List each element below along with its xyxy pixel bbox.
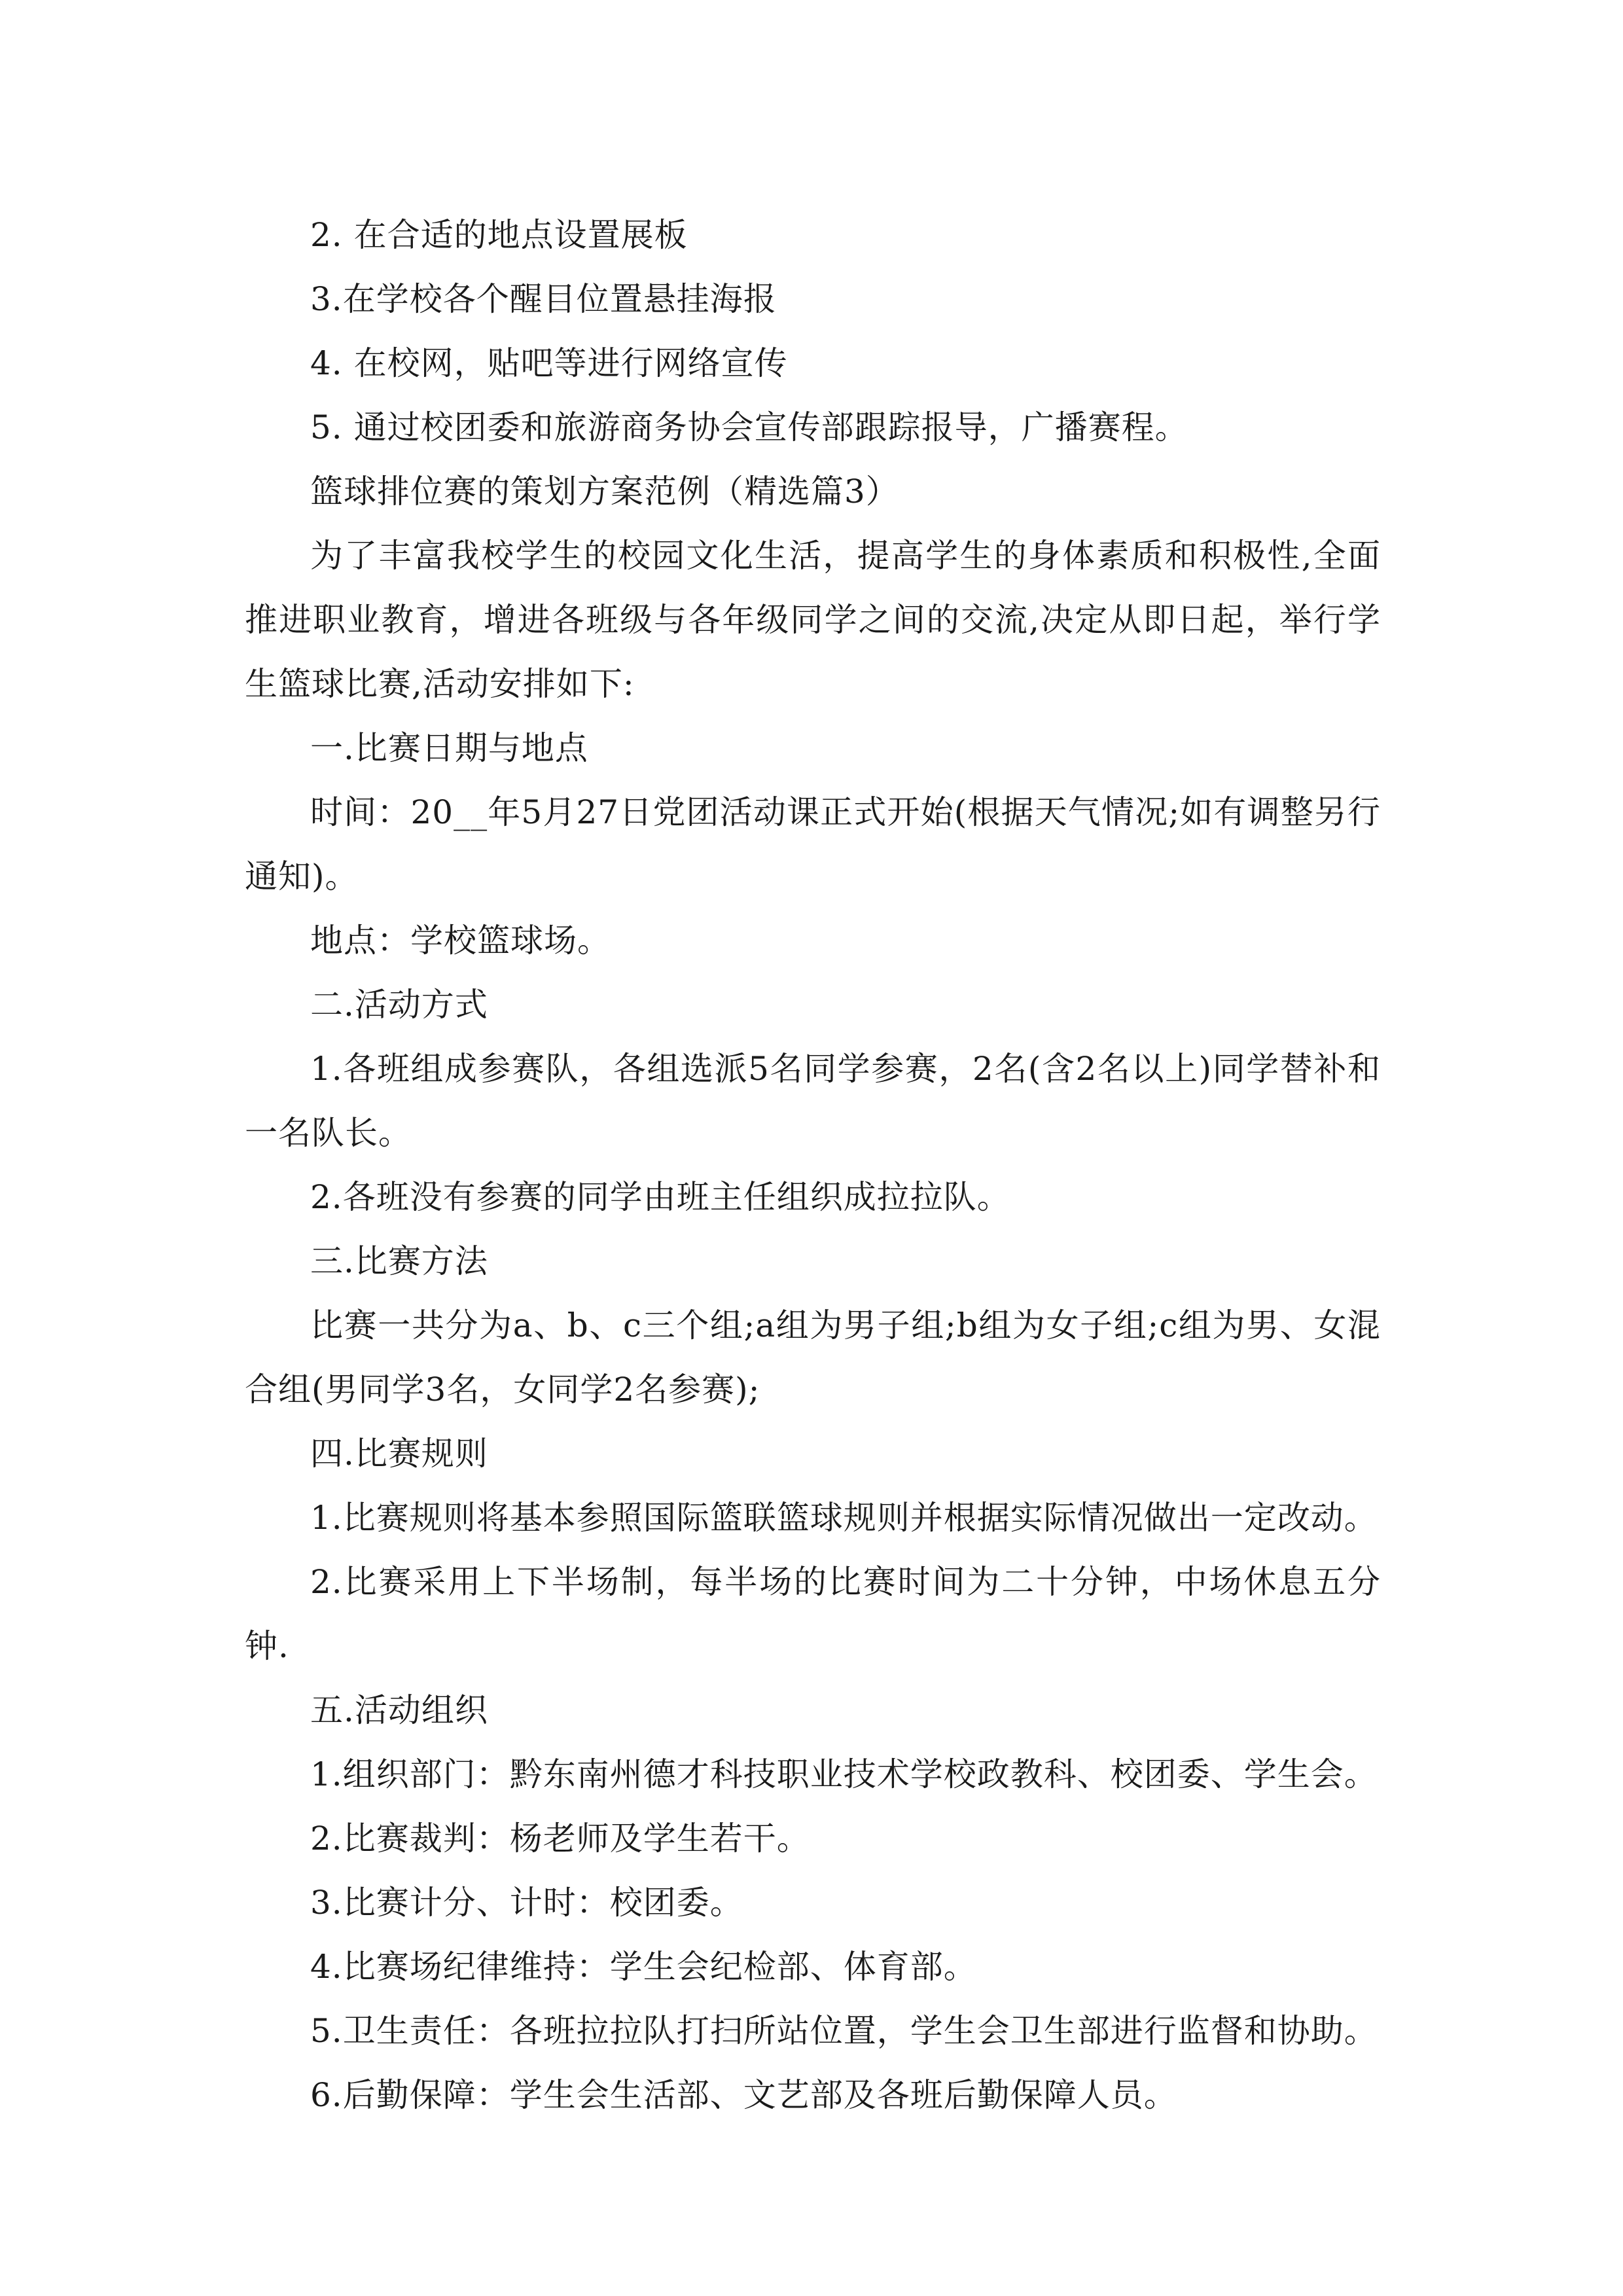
organization-item-1: 1.组织部门：黔东南州德才科技职业技术学校政教科、校团委、学生会。: [310, 1755, 1378, 1793]
organization-item-6: 6.后勤保障：学生会生活部、文艺部及各班后勤保障人员。: [310, 2076, 1177, 2114]
method-item-1: 1.各班组成参赛队，各组选派5名同学参赛，2名(含2名以上)同学替补和一名队长。: [245, 1050, 1381, 1152]
method-item-2: 2.各班没有参赛的同学由班主任组织成拉拉队。: [310, 1178, 1010, 1216]
heading-activity-method: 二.活动方式: [310, 986, 488, 1024]
rules-item-2: 2.比赛采用上下半场制，每半场的比赛时间为二十分钟，中场休息五分钟.: [245, 1563, 1381, 1665]
organization-item-3: 3.比赛计分、计时：校团委。: [310, 1884, 743, 1922]
heading-competition-format: 三.比赛方法: [310, 1242, 488, 1280]
heading-organization: 五.活动组织: [310, 1691, 488, 1729]
rules-item-1: 1.比赛规则将基本参照国际篮联篮球规则并根据实际情况做出一定改动。: [310, 1499, 1378, 1537]
format-paragraph: 比赛一共分为a、b、c三个组;a组为男子组;b组为女子组;c组为男、女混合组(男同学3名，女同学2名参赛);: [245, 1306, 1381, 1408]
location-paragraph: 地点：学校篮球场。: [310, 922, 611, 960]
paragraph-3: 4. 在校网，贴吧等进行网络宣传: [310, 344, 788, 382]
organization-item-2: 2.比赛裁判：杨老师及学生若干。: [310, 1820, 810, 1857]
heading-rules: 四.比赛规则: [310, 1435, 488, 1473]
organization-item-5: 5.卫生责任：各班拉拉队打扫所站位置，学生会卫生部进行监督和协助。: [310, 2012, 1378, 2050]
paragraph-4: 5. 通过校团委和旅游商务协会宣传部跟踪报导，广播赛程。: [310, 408, 1188, 446]
organization-item-4: 4.比赛场纪律维持：学生会纪检部、体育部。: [310, 1948, 977, 1986]
time-paragraph: 时间：20__年5月27日党团活动课正式开始(根据天气情况;如有调整另行通知)。: [245, 793, 1381, 895]
paragraph-1: 2. 在合适的地点设置展板: [310, 216, 688, 254]
heading-date-location: 一.比赛日期与地点: [310, 729, 588, 767]
intro-paragraph: 为了丰富我校学生的校园文化生活，提高学生的身体素质和积极性,全面推进职业教育，增进各班级与各年级同学之间的交流,决定从即日起，举行学生篮球比赛,活动安排如下:: [245, 537, 1381, 703]
paragraph-2: 3.在学校各个醒目位置悬挂海报: [310, 280, 777, 318]
document-body: [245, 203, 1381, 2127]
section-heading-3: 篮球排位赛的策划方案范例（精选篇3）: [310, 473, 899, 511]
